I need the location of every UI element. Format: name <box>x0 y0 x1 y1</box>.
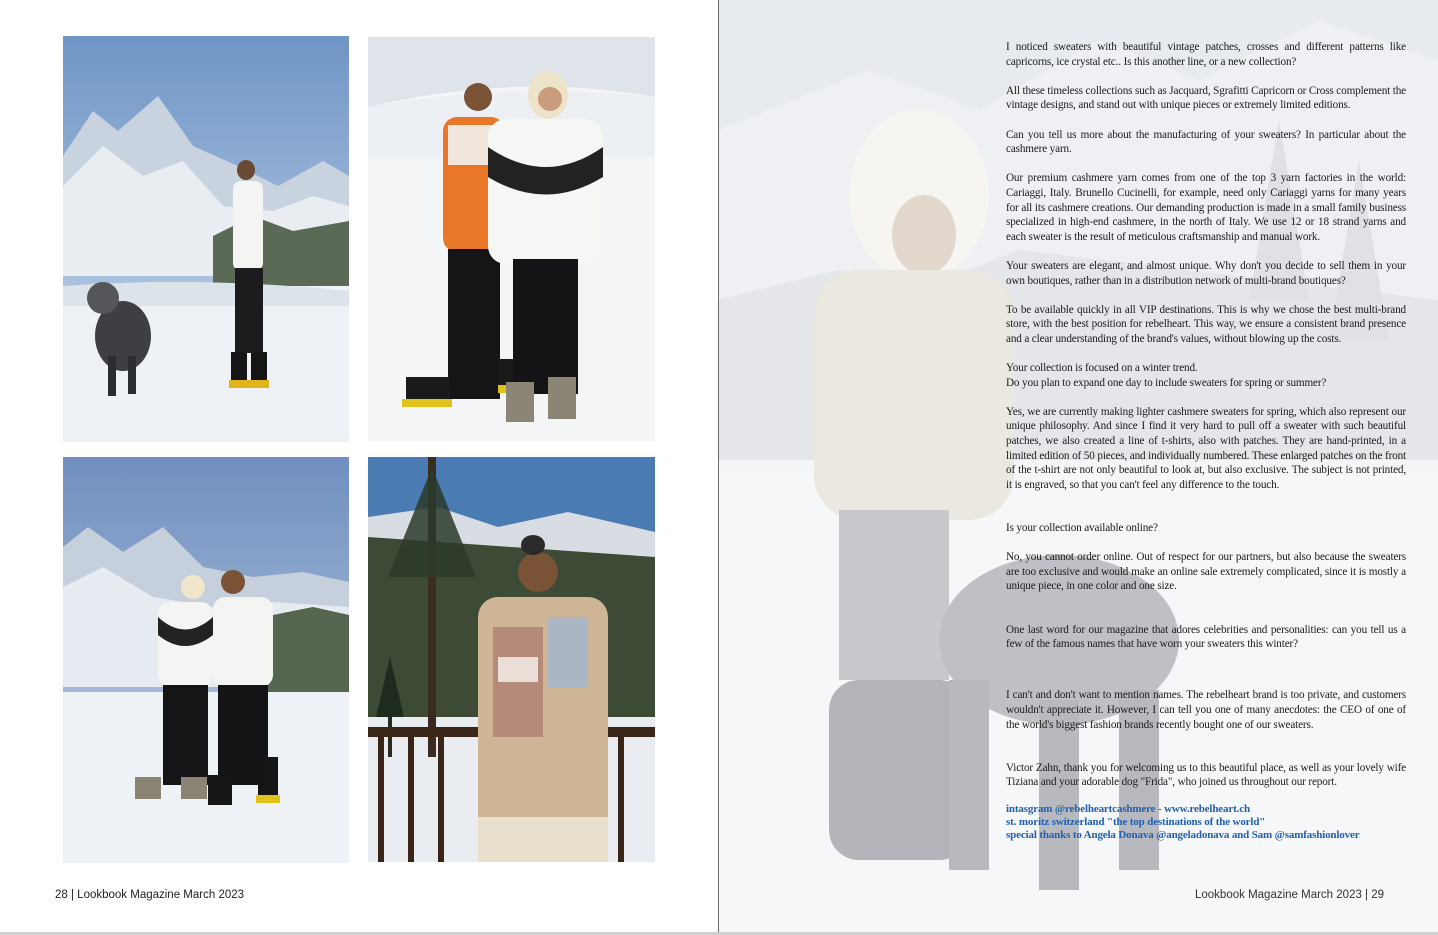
credits-links <box>1006 803 1406 843</box>
answer-timeless-collections: All these timeless collections such as Jacquard, Sgrafitti Capricorn or Cross complement the vintage designs, and stand out with unique pieces or extremely limited editions. <box>1006 84 1406 112</box>
photo-couple-sweaters <box>368 37 655 441</box>
special-thanks-credit: special thanks to Angela Donava @angeladonava and Sam @samfashionlover <box>1006 829 1360 842</box>
location-credit: st. moritz switzerland "the top destinations of the world" <box>1006 815 1266 828</box>
answer-online: No, you cannot order online. Out of respect for our partners, but also because the sweaters are too exclusive and would make an online sale extremely complicated, since it is mostly a unique piece, in one color and one size. <box>1006 551 1406 593</box>
interview-article <box>1006 40 1406 843</box>
question-famous-names: One last word for our magazine that adores celebrities and personalities: can you tell us a few of the famous names that have worn your sweaters this winter? <box>1006 623 1406 651</box>
page-folio-left: 28 | Lookbook Magazine March 2023 <box>55 889 245 901</box>
answer-lighter-sweaters: Yes, we are currently making lighter cashmere sweaters for spring, which also represent our unique philosophy. And since I find it very hard to pull off a sweater with such beautiful patches, we also created a line of t-shirts, also with patches. They are hand-printed, in a limited edition of 50 pieces, and individually numbered. These enlarged patches on the front of the t-shirt are not only beautiful to look at, but also exclusive. The subject is not printed, it is engraved, so that you can't feel any difference to the touch. <box>1006 405 1406 491</box>
photo-couple-snow <box>63 457 349 863</box>
question-spring-summer: Do you plan to expand one day to include sweaters for spring or summer? <box>1006 376 1327 389</box>
question-online: Is your collection available online? <box>1006 522 1158 534</box>
left-page <box>0 0 718 935</box>
page-folio-right: Lookbook Magazine March 2023 | 29 <box>1195 889 1385 901</box>
answer-famous-names: I can't and don't want to mention names. The rebelheart brand is too private, and customers wouldn't appreciate it. However, I can tell you one of many anecdotes: the CEO of one of the world's biggest fashion brands recently bought one of our sweaters. <box>1006 689 1406 731</box>
question-vintage-patches: I noticed sweaters with beautiful vintage patches, crosses and different patterns like capricorns, ice crystal etc.. Is this another line, or a new collection? <box>1006 41 1406 68</box>
question-boutiques: Your sweaters are elegant, and almost unique. Why don't you decide to sell them in your own boutiques, rather than in a distribution network of multi-brand boutiques? <box>1006 259 1406 287</box>
answer-vip-destinations: To be available quickly in all VIP destinations. This is why we chose the best multi-brand store, with the best position for rebelheart. This way, we ensure a consistent brand presence and a clear understanding of the brand's values, without blowing up the costs. <box>1006 303 1406 345</box>
question-winter-trend: Your collection is focused on a winter trend. <box>1006 362 1198 375</box>
question-manufacturing: Can you tell us more about the manufacturing of your sweaters? In particular about the cashmere yarn. <box>1006 128 1406 156</box>
closing-thanks: Victor Zahn, thank you for welcoming us to this beautiful place, as well as your lovely wife Tiziana and your adorable dog "Frida", who joined us throughout our report. <box>1006 761 1406 789</box>
answer-cashmere-yarn: Our premium cashmere yarn comes from one of the top 3 yarn factories in the world: Cariaggi, Italy. Brunello Cucinelli, for example, need only Cariaggi yarns for many years for all its cashmere creations. Our demanding production is made in a small family business specialized in high-end cashmere, in the north of Italy. We use 12 or 18 strand yarns and each sweater is the result of meticulous craftsmanship and manual work. <box>1006 172 1406 243</box>
photo-man-balcony <box>368 457 655 862</box>
instagram-link[interactable]: intasgram @rebelheartcashmere - www.rebelheart.ch <box>1006 802 1250 815</box>
photo-man-with-dog <box>63 36 349 442</box>
